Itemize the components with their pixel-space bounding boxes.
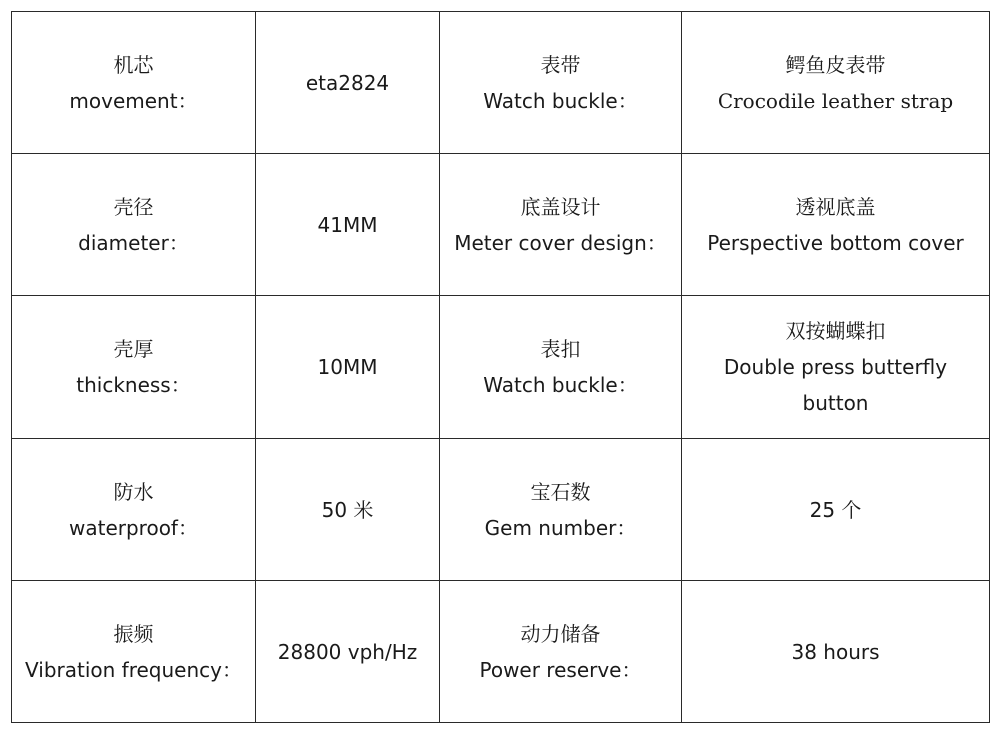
- label-cn: 机芯: [113, 52, 154, 77]
- label-cn: 振频: [113, 621, 154, 646]
- value-cell: [682, 581, 990, 723]
- label-cell: [12, 12, 256, 154]
- value-text: 25 个: [809, 497, 862, 522]
- label-cell: [440, 439, 682, 581]
- spec-table: [11, 11, 990, 723]
- value-text: 41MM: [317, 212, 378, 237]
- label-cn: 表扣: [540, 337, 581, 361]
- label-cn: 防水: [113, 479, 154, 504]
- value-cn: 双按蝴蝶扣: [785, 319, 886, 343]
- value-cell: [256, 296, 440, 439]
- label-en: diameter：: [78, 230, 189, 255]
- label-cell: [440, 154, 682, 296]
- value-text: 50 米: [321, 497, 374, 522]
- value-cell: [256, 154, 440, 296]
- label-cn: 壳厚: [113, 337, 154, 361]
- value-cn: 透视底盖: [795, 194, 876, 219]
- value-cell: [682, 12, 990, 154]
- value-text: 10MM: [317, 355, 378, 379]
- label-en: Power reserve：: [479, 657, 642, 682]
- label-cell: [12, 296, 256, 439]
- label-en: waterproof：: [69, 515, 198, 540]
- value-en: Double press butterfly: [723, 355, 948, 379]
- label-cell: [440, 296, 682, 439]
- table-row: [12, 581, 990, 723]
- label-cn: 动力储备: [520, 621, 601, 646]
- label-cell: [440, 12, 682, 154]
- value-cell: [256, 12, 440, 154]
- label-cell: [440, 581, 682, 723]
- value-cell: [682, 154, 990, 296]
- table-row: [12, 296, 990, 439]
- table-row: [12, 439, 990, 581]
- label-cn: 宝石数: [530, 479, 591, 504]
- value-en-continued: button: [802, 391, 869, 415]
- label-cell: [12, 581, 256, 723]
- label-en: Watch buckle：: [483, 373, 638, 397]
- label-en: thickness：: [76, 373, 191, 397]
- value-cell: [682, 439, 990, 581]
- table-row: [12, 154, 990, 296]
- value-cn: 鳄鱼皮表带: [785, 52, 886, 77]
- label-cell: [12, 439, 256, 581]
- label-cn: 表带: [540, 52, 581, 77]
- value-text: 28800 vph/Hz: [277, 639, 418, 664]
- label-cell: [12, 154, 256, 296]
- value-en: Crocodile leather strap: [717, 88, 954, 113]
- value-cell: [682, 296, 990, 439]
- label-en: Meter cover design：: [454, 230, 667, 255]
- label-cn: 底盖设计: [520, 194, 601, 219]
- table-row: [12, 12, 990, 154]
- label-en: Watch buckle：: [483, 88, 638, 113]
- value-cell: [256, 581, 440, 723]
- label-en: movement：: [69, 88, 198, 113]
- value-en: Perspective bottom cover: [707, 230, 964, 255]
- label-cn: 壳径: [113, 194, 154, 219]
- label-en: Vibration frequency：: [25, 657, 242, 682]
- value-text: eta2824: [305, 70, 390, 95]
- value-cell: [256, 439, 440, 581]
- value-text: 38 hours: [791, 639, 880, 664]
- label-en: Gem number：: [484, 515, 637, 540]
